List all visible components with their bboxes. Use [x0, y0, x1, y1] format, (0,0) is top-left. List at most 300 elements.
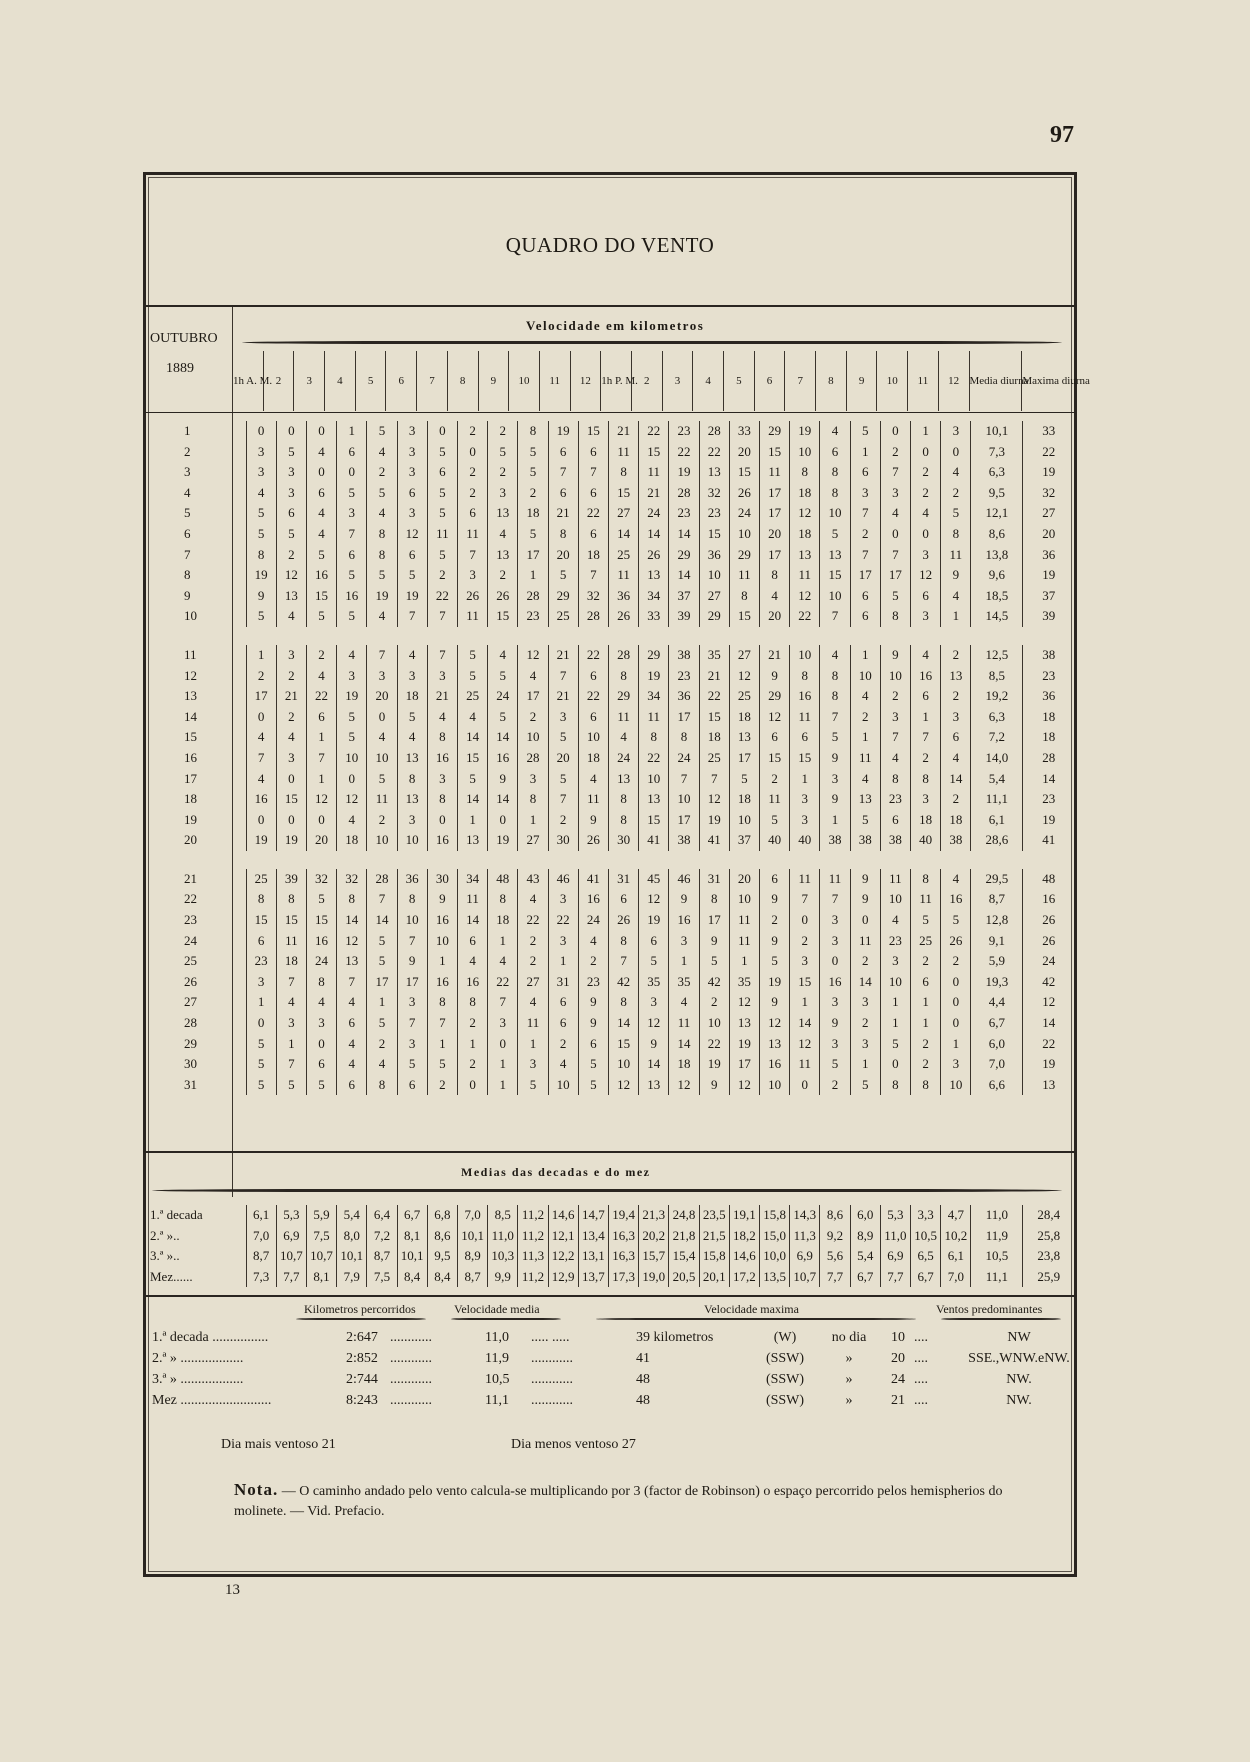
hour-value-cell: 14: [941, 769, 971, 790]
hour-value-cell: 2: [911, 1054, 941, 1075]
hour-value-cell: 26: [639, 545, 669, 566]
medias-value-cell: 8,1: [397, 1226, 427, 1247]
medias-value-cell: 10,1: [397, 1246, 427, 1267]
hour-value-cell: 8: [880, 769, 910, 790]
hour-value-cell: 17: [729, 748, 759, 769]
hour-value-cell: 10: [639, 769, 669, 790]
hour-value-cell: 4: [820, 645, 850, 666]
hour-value-cell: 4: [518, 992, 548, 1013]
media-diurna-cell: 12,8: [971, 910, 1023, 931]
hour-value-cell: 19: [669, 462, 699, 483]
hour-value-cell: 2: [457, 483, 487, 504]
medias-value-cell: 10,0: [760, 1246, 790, 1267]
hour-value-cell: 5: [427, 483, 457, 504]
hour-value-cell: 8: [608, 666, 638, 687]
hour-value-cell: 2: [246, 666, 276, 687]
hour-value-cell: 9: [760, 931, 790, 952]
hour-value-cell: 14: [639, 524, 669, 545]
hour-value-cell: 22: [488, 972, 518, 993]
hour-value-cell: 19: [639, 666, 669, 687]
hour-value-cell: 45: [639, 869, 669, 890]
hour-value-cell: 10: [790, 442, 820, 463]
hour-value-cell: 3: [488, 483, 518, 504]
medias-value-cell: 11,2: [518, 1226, 548, 1247]
maxima-diurna-cell: 24: [1023, 951, 1074, 972]
daily-velocity-table: [146, 421, 1074, 1095]
nota-text: — O caminho andado pelo vento calcula-se multiplicando por 3 (factor de Robinson) o espaço percorrido pelos hemispherios do molinete. — Vid. Prefacio.: [234, 1484, 1003, 1519]
hour-value-cell: 5: [518, 1075, 548, 1096]
media-diurna-cell: 13,8: [971, 545, 1023, 566]
medias-value-cell: 7,7: [820, 1267, 850, 1288]
hour-value-cell: 8: [488, 889, 518, 910]
hour-value-cell: 4: [246, 727, 276, 748]
table-row: [146, 442, 1074, 463]
hour-header-cell: 8: [816, 351, 847, 411]
media-diurna-cell: 6,7: [971, 1013, 1023, 1034]
dia-menos-ventoso: Dia menos ventoso 27: [511, 1437, 636, 1452]
medias-value-cell: 7,3: [246, 1267, 276, 1288]
summary-dots2-cell: ..... .....: [531, 1330, 570, 1345]
hour-value-cell: 31: [548, 972, 578, 993]
hour-value-cell: 6: [337, 1075, 367, 1096]
hour-value-cell: 4: [941, 462, 971, 483]
summary-day-cell: 21: [891, 1393, 905, 1408]
hour-value-cell: 21: [427, 686, 457, 707]
hour-value-cell: 16: [337, 586, 367, 607]
hour-header-cell: 3: [662, 351, 693, 411]
hour-value-cell: 3: [367, 666, 397, 687]
hour-value-cell: 20: [306, 830, 336, 851]
summary-dir-cell: (SSW): [765, 1372, 805, 1387]
hour-value-cell: 6: [911, 586, 941, 607]
hour-value-cell: 3: [397, 503, 427, 524]
hour-value-cell: 11: [518, 1013, 548, 1034]
hour-value-cell: 9: [760, 889, 790, 910]
hour-value-cell: 4: [337, 1034, 367, 1055]
hour-value-cell: 8: [608, 789, 638, 810]
hour-value-cell: 5: [850, 421, 880, 442]
table-row: [146, 586, 1074, 607]
hour-value-cell: 2: [880, 442, 910, 463]
hour-value-cell: 9: [820, 748, 850, 769]
hour-value-cell: 8: [367, 524, 397, 545]
hour-value-cell: 19: [760, 972, 790, 993]
hour-value-cell: 3: [669, 931, 699, 952]
hour-value-cell: 3: [820, 910, 850, 931]
medias-value-cell: 6,9: [880, 1246, 910, 1267]
hour-value-cell: 12: [729, 1075, 759, 1096]
hour-value-cell: 7: [488, 992, 518, 1013]
hour-value-cell: 1: [427, 1034, 457, 1055]
hour-value-cell: 1: [669, 951, 699, 972]
hour-value-cell: 6: [639, 931, 669, 952]
hour-value-cell: 19: [337, 686, 367, 707]
day-cell: 13: [184, 688, 197, 704]
hour-value-cell: 8: [941, 524, 971, 545]
hour-value-cell: 38: [669, 645, 699, 666]
hour-value-cell: 12: [790, 503, 820, 524]
medias-value-cell: 6,1: [246, 1205, 276, 1226]
day-cell: 21: [184, 870, 197, 886]
hour-value-cell: 7: [820, 889, 850, 910]
hour-value-cell: 4: [457, 707, 487, 728]
page-title: QUADRO DO VENTO: [505, 233, 715, 257]
hour-value-cell: 27: [699, 586, 729, 607]
maxima-diurna-cell: 39: [1023, 606, 1074, 627]
maxima-diurna-cell: 36: [1023, 686, 1074, 707]
hour-value-cell: 10: [699, 1013, 729, 1034]
hour-value-cell: 34: [639, 586, 669, 607]
hour-value-cell: 7: [367, 889, 397, 910]
table-row: [146, 1226, 1074, 1247]
medias-value-cell: 7,2: [367, 1226, 397, 1247]
hour-value-cell: 0: [850, 910, 880, 931]
hour-value-cell: 2: [427, 565, 457, 586]
summary-dots3-cell: ....: [914, 1351, 928, 1366]
hour-value-cell: 0: [941, 992, 971, 1013]
medias-value-cell: 7,5: [367, 1267, 397, 1288]
hour-value-cell: 38: [850, 830, 880, 851]
hour-value-cell: 8: [639, 727, 669, 748]
hour-value-cell: 22: [578, 503, 608, 524]
hour-value-cell: 5: [488, 666, 518, 687]
hour-value-cell: 0: [276, 769, 306, 790]
hour-value-cell: 11: [578, 789, 608, 810]
hour-value-cell: 6: [306, 707, 336, 728]
hour-value-cell: 40: [790, 830, 820, 851]
medias-value-cell: 8,9: [457, 1246, 487, 1267]
hour-value-cell: 39: [276, 869, 306, 890]
hour-value-cell: 26: [608, 606, 638, 627]
hour-value-cell: 7: [578, 565, 608, 586]
hour-value-cell: 7: [578, 462, 608, 483]
hour-header-cell: 2: [263, 351, 294, 411]
summary-dir-cell: (W): [773, 1330, 797, 1345]
hour-value-cell: 21: [608, 421, 638, 442]
summary-label-cell: 2.ª » ..................: [152, 1351, 244, 1366]
hour-value-cell: 12: [337, 789, 367, 810]
hour-value-cell: 2: [911, 951, 941, 972]
hour-value-cell: 8: [820, 666, 850, 687]
hour-value-cell: 8: [608, 462, 638, 483]
hour-value-cell: 5: [246, 606, 276, 627]
brace-ventos: [941, 1318, 1061, 1320]
hour-value-cell: 21: [276, 686, 306, 707]
medias-value-cell: 6,9: [790, 1246, 820, 1267]
hour-value-cell: 24: [729, 503, 759, 524]
hour-value-cell: 1: [457, 810, 487, 831]
hour-value-cell: 6: [397, 483, 427, 504]
table-row: [146, 830, 1074, 851]
hour-value-cell: 13: [488, 545, 518, 566]
summary-nodia-cell: »: [845, 1393, 853, 1408]
hour-value-cell: 21: [639, 483, 669, 504]
hour-value-cell: 11: [729, 910, 759, 931]
hour-value-cell: 1: [488, 1054, 518, 1075]
dia-mais-ventoso: Dia mais ventoso 21: [221, 1437, 336, 1452]
table-row: [146, 972, 1074, 993]
hour-value-cell: 17: [760, 483, 790, 504]
hour-value-cell: 2: [367, 462, 397, 483]
table-row: [146, 545, 1074, 566]
media-diurna-cell: 5,9: [971, 951, 1023, 972]
hour-value-cell: 9: [578, 810, 608, 831]
hour-value-cell: 3: [246, 972, 276, 993]
hour-value-cell: 0: [790, 1075, 820, 1096]
medias-value-cell: 11,0: [880, 1226, 910, 1247]
medias-value-cell: 6,7: [850, 1267, 880, 1288]
table-row: [146, 1034, 1074, 1055]
hour-value-cell: 13: [457, 830, 487, 851]
velocity-brace: [242, 341, 1062, 344]
hour-value-cell: 5: [337, 483, 367, 504]
hour-value-cell: 0: [880, 1054, 910, 1075]
medias-value-cell: 5,4: [850, 1246, 880, 1267]
hour-value-cell: 9: [669, 889, 699, 910]
summary-label-cell: 1.ª decada ................: [152, 1330, 269, 1345]
media-diurna-cell: 6,0: [971, 1034, 1023, 1055]
hour-value-cell: 5: [548, 727, 578, 748]
medias-value-cell: 12,2: [548, 1246, 578, 1267]
hour-value-cell: 15: [639, 442, 669, 463]
hour-value-cell: 13: [608, 769, 638, 790]
summary-media-cell: 11,0: [485, 1330, 509, 1345]
hour-value-cell: 1: [911, 992, 941, 1013]
hour-value-cell: 1: [457, 1034, 487, 1055]
hour-value-cell: 2: [941, 686, 971, 707]
medias-value-cell: 10,7: [306, 1246, 336, 1267]
summary-ventos-cell: NW.: [1006, 1393, 1032, 1408]
medias-value-cell: 7,7: [880, 1267, 910, 1288]
medias-value-cell: 8,9: [850, 1226, 880, 1247]
hour-value-cell: 10: [820, 503, 850, 524]
day-cell: 5: [184, 505, 191, 521]
medias-value-cell: 14,7: [578, 1205, 608, 1226]
hour-value-cell: 10: [880, 666, 910, 687]
medias-value-cell: 8,7: [367, 1246, 397, 1267]
hour-value-cell: 2: [911, 483, 941, 504]
medias-value-cell: 5,9: [306, 1205, 336, 1226]
hour-value-cell: 8: [820, 686, 850, 707]
hour-value-cell: 2: [518, 483, 548, 504]
year-label: 1889: [166, 361, 194, 376]
hour-value-cell: 1: [941, 1034, 971, 1055]
day-cell: 27: [184, 994, 197, 1010]
hour-value-cell: 17: [699, 910, 729, 931]
hour-value-cell: 2: [850, 1013, 880, 1034]
hour-value-cell: 5: [427, 442, 457, 463]
hour-value-cell: 5: [880, 586, 910, 607]
hour-value-cell: 5: [820, 727, 850, 748]
hour-value-cell: 4: [911, 503, 941, 524]
hour-value-cell: 6: [850, 586, 880, 607]
hour-value-cell: 8: [367, 1075, 397, 1096]
hour-value-cell: 20: [548, 748, 578, 769]
medias-value-cell: 6,9: [276, 1226, 306, 1247]
media-diurna-cell: 4,4: [971, 992, 1023, 1013]
hour-value-cell: 28: [669, 483, 699, 504]
hour-value-cell: 5: [941, 910, 971, 931]
table-row: [146, 789, 1074, 810]
hour-value-cell: 5: [760, 810, 790, 831]
hour-value-cell: 5: [578, 1075, 608, 1096]
hour-value-cell: 19: [367, 586, 397, 607]
summary-label-cell: Mez ..........................: [152, 1393, 272, 1408]
hour-value-cell: 6: [337, 1013, 367, 1034]
hour-header-cell: 4: [325, 351, 356, 411]
medias-value-cell: 8,4: [427, 1267, 457, 1288]
hour-value-cell: 10: [880, 889, 910, 910]
hour-value-cell: 10: [941, 1075, 971, 1096]
hour-value-cell: 16: [246, 789, 276, 810]
hour-value-cell: 3: [820, 992, 850, 1013]
hour-value-cell: 18: [337, 830, 367, 851]
hour-value-cell: 0: [790, 910, 820, 931]
hour-value-cell: 11: [760, 462, 790, 483]
hour-header-cell: 9: [478, 351, 509, 411]
medias-label-cell: 2.ª »..: [150, 1227, 180, 1243]
summary-day-cell: 10: [891, 1330, 905, 1345]
hour-header-cell: 9: [846, 351, 877, 411]
summary-dots1-cell: ............: [390, 1351, 432, 1366]
hour-value-cell: 5: [548, 565, 578, 586]
hour-value-cell: 18: [941, 810, 971, 831]
hour-value-cell: 42: [608, 972, 638, 993]
hour-value-cell: 6: [790, 727, 820, 748]
hour-value-cell: 7: [397, 931, 427, 952]
medias-value-cell: 14,6: [729, 1246, 759, 1267]
medias-value-cell: 3,3: [911, 1205, 941, 1226]
hour-value-cell: 4: [457, 951, 487, 972]
hour-value-cell: 6: [337, 442, 367, 463]
hour-value-cell: 13: [760, 1034, 790, 1055]
hour-value-cell: 0: [880, 421, 910, 442]
hour-value-cell: 14: [790, 1013, 820, 1034]
day-cell: 8: [184, 567, 191, 583]
hour-value-cell: 5: [367, 421, 397, 442]
hour-value-cell: 22: [518, 910, 548, 931]
hour-value-cell: 39: [669, 606, 699, 627]
hour-value-cell: 0: [246, 421, 276, 442]
medias-label-cell: 1.ª decada: [150, 1207, 203, 1222]
hour-value-cell: 25: [246, 869, 276, 890]
hour-value-cell: 5: [367, 565, 397, 586]
medias-value-cell: 8,0: [337, 1226, 367, 1247]
medias-value-cell: 6,4: [367, 1205, 397, 1226]
hour-value-cell: 0: [337, 462, 367, 483]
hour-value-cell: 5: [488, 442, 518, 463]
hour-value-cell: 2: [457, 1013, 487, 1034]
maxima-diurna-cell: 28: [1023, 748, 1074, 769]
hour-value-cell: 4: [306, 442, 336, 463]
hour-value-cell: 4: [337, 645, 367, 666]
hour-value-cell: 2: [518, 951, 548, 972]
hour-value-cell: 5: [246, 1034, 276, 1055]
hour-value-cell: 17: [518, 545, 548, 566]
hour-value-cell: 2: [790, 931, 820, 952]
summary-dir-cell: (SSW): [765, 1393, 805, 1408]
hour-value-cell: 2: [760, 769, 790, 790]
media-diurna-cell: 6,3: [971, 707, 1023, 728]
hour-value-cell: 0: [306, 462, 336, 483]
day-cell: 19: [184, 811, 197, 827]
hour-value-cell: 7: [276, 972, 306, 993]
hour-value-cell: 26: [488, 586, 518, 607]
hour-value-cell: 4: [397, 727, 427, 748]
hour-value-cell: 3: [941, 707, 971, 728]
hour-value-cell: 7: [820, 606, 850, 627]
hour-value-cell: 33: [639, 606, 669, 627]
maxima-diurna-cell: 23: [1023, 666, 1074, 687]
medias-value-cell: 7,0: [246, 1226, 276, 1247]
hour-value-cell: 4: [427, 707, 457, 728]
hour-value-cell: 1: [911, 707, 941, 728]
hour-value-cell: 2: [699, 992, 729, 1013]
hour-value-cell: 23: [669, 666, 699, 687]
hour-value-cell: 0: [427, 810, 457, 831]
hour-value-cell: 9: [246, 586, 276, 607]
hour-value-cell: 17: [669, 810, 699, 831]
hour-value-cell: 1: [729, 951, 759, 972]
hour-value-cell: 9: [760, 992, 790, 1013]
hour-value-cell: 14: [669, 524, 699, 545]
hour-value-cell: 15: [790, 972, 820, 993]
hour-value-cell: 3: [276, 1013, 306, 1034]
hour-value-cell: 5: [306, 606, 336, 627]
hour-value-cell: 9: [699, 1075, 729, 1096]
hour-value-cell: 4: [518, 889, 548, 910]
hour-value-cell: 7: [246, 748, 276, 769]
summary-media-cell: 11,1: [485, 1393, 509, 1408]
hour-value-cell: 24: [488, 686, 518, 707]
hour-value-cell: 6: [306, 483, 336, 504]
medias-value-cell: 8,6: [820, 1205, 850, 1226]
summary-km-cell: 2:647: [346, 1330, 378, 1345]
hour-value-cell: 6: [578, 442, 608, 463]
hour-value-cell: 29: [639, 645, 669, 666]
hour-value-cell: 3: [548, 707, 578, 728]
medias-value-cell: 28,4: [1023, 1205, 1074, 1226]
hour-value-cell: 9: [578, 992, 608, 1013]
medias-value-cell: 17,3: [608, 1267, 638, 1288]
table-row: [146, 1267, 1074, 1288]
hour-value-cell: 37: [669, 586, 699, 607]
hour-value-cell: 6: [457, 503, 487, 524]
hour-value-cell: 10: [397, 830, 427, 851]
hour-value-cell: 5: [306, 545, 336, 566]
summary-media-cell: 11,9: [485, 1351, 509, 1366]
hour-header-cell: 11: [908, 351, 939, 411]
summary-table: [146, 1327, 1074, 1411]
summary-day-cell: 20: [891, 1351, 905, 1366]
hour-value-cell: 20: [760, 524, 790, 545]
hour-value-cell: 4: [669, 992, 699, 1013]
hour-value-cell: 11: [850, 748, 880, 769]
hour-value-cell: 6: [578, 1034, 608, 1055]
table-row: [146, 810, 1074, 831]
hour-value-cell: 8: [820, 483, 850, 504]
hour-value-cell: 15: [820, 565, 850, 586]
medias-value-cell: 8,1: [306, 1267, 336, 1288]
hour-value-cell: 14: [488, 727, 518, 748]
hour-value-cell: 1: [518, 810, 548, 831]
medias-value-cell: 13,7: [578, 1267, 608, 1288]
hour-value-cell: 40: [760, 830, 790, 851]
summary-row: [146, 1369, 1074, 1390]
hour-value-cell: 11: [790, 869, 820, 890]
medias-value-cell: 14,3: [790, 1205, 820, 1226]
hour-value-cell: 18: [911, 810, 941, 831]
